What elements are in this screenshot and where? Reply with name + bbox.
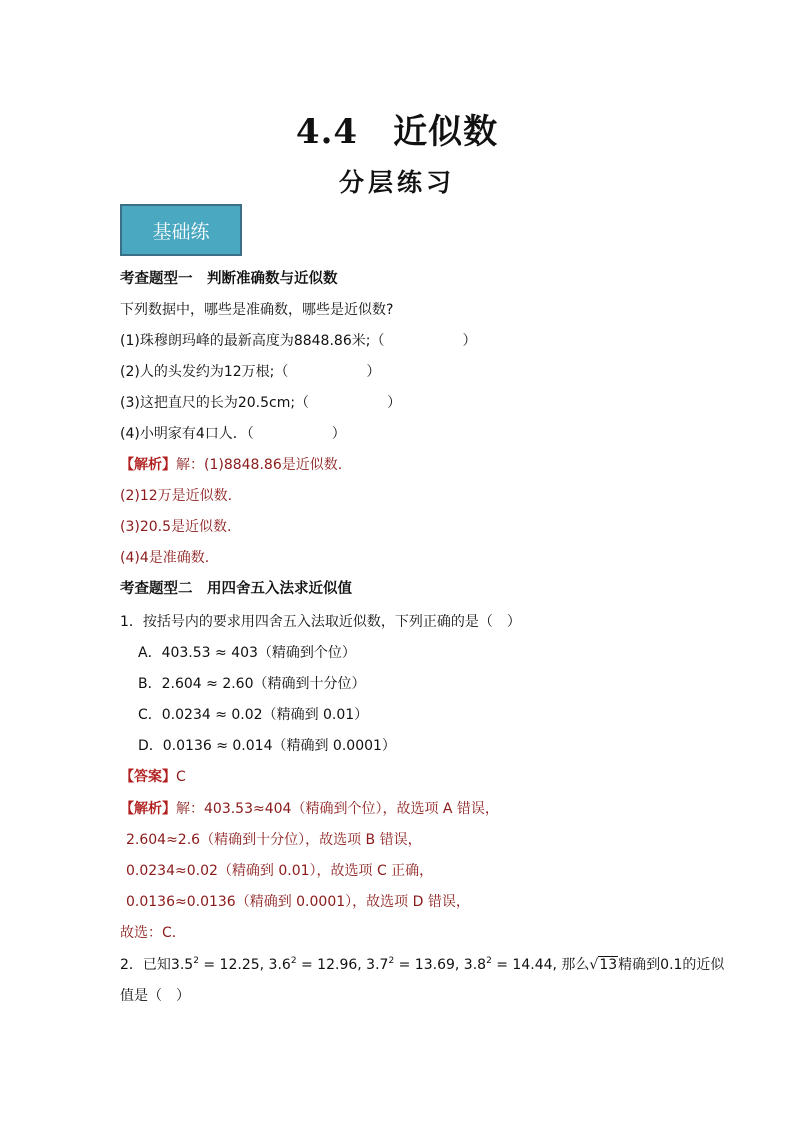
section1-heading: 考查题型一 判断准确数与近似数 — [120, 271, 338, 287]
q1-option-a: A．403.53 ≈ 403（精确到个位） — [138, 645, 356, 661]
item-close: ） — [462, 333, 477, 349]
q2-exp: 2 — [388, 956, 395, 966]
q2-suffix: 精确到0.1的近似 — [618, 957, 725, 973]
section1-item-4 — [120, 425, 346, 443]
analysis-tag: 【解析】 — [120, 457, 176, 473]
q2-mid: 那么 — [556, 957, 590, 973]
item-close: ） — [331, 426, 346, 442]
item-close: ） — [366, 364, 381, 380]
q1-option-b: B．2.604 ≈ 2.60（精确到十分位） — [138, 676, 366, 692]
q2-eq4-base: 3.8 — [463, 957, 487, 973]
page-title: 4.4 近似数 — [295, 112, 499, 152]
q2-eq2-base: 3.6 — [268, 957, 291, 973]
section1-item-2 — [120, 363, 380, 381]
analysis-text: 解：403.53≈404（精确到个位），故选项 A 错误， — [176, 801, 499, 817]
item-text: (2)人的头发约为12万根;（ — [120, 364, 289, 380]
q2-stem-line1 — [120, 956, 724, 974]
q1-stem: 1．按括号内的要求用四舍五入法取近似数，下列正确的是（ ） — [120, 614, 521, 630]
q2-eq3-base: 3.7 — [366, 957, 389, 973]
answer-value: C — [176, 769, 186, 785]
page-subtitle: 分层练习 — [338, 168, 455, 197]
item-text: (3)这把直尺的长为20.5cm;（ — [120, 395, 310, 411]
q2-prefix: 2．已知 — [120, 957, 171, 973]
section2-heading: 考查题型二 用四舍五入法求近似值 — [120, 581, 352, 597]
q1-answer — [120, 768, 186, 786]
section1-analysis-3: (3)20.5是近似数. — [120, 519, 232, 535]
answer-tag: 【答案】 — [120, 769, 176, 785]
q2-eq1-val: = 12.25, — [198, 957, 269, 973]
q2-eq3-val: = 13.69, — [394, 957, 464, 973]
sqrt-symbol: √13 — [589, 957, 618, 973]
level-badge: 基础练 — [120, 204, 242, 256]
q1-analysis-1 — [120, 800, 499, 818]
analysis-tag: 【解析】 — [120, 801, 176, 817]
q1-option-c: C．0.0234 ≈ 0.02（精确到 0.01） — [138, 707, 369, 723]
q2-exp: 2 — [486, 956, 492, 966]
q2-eq4-val: = 14.44, — [491, 957, 557, 973]
q1-option-d: D．0.0136 ≈ 0.014（精确到 0.0001） — [138, 738, 396, 754]
q2-exp: 2 — [193, 956, 199, 966]
section1-item-3 — [120, 394, 401, 412]
q1-analysis-4: 0.0136≈0.0136（精确到 0.0001），故选项 D 错误， — [126, 894, 470, 910]
q2-radicand: 13 — [599, 957, 618, 973]
q1-analysis-2: 2.604≈2.6（精确到十分位），故选项 B 错误， — [126, 832, 422, 848]
q2-stem-line2: 值是（ ） — [120, 988, 190, 1004]
q2-eq2-val: = 12.96, — [296, 957, 367, 973]
section1-analysis-4: (4)4是准确数. — [120, 550, 210, 566]
q1-conclusion: 故选：C． — [120, 925, 186, 941]
section1-prompt: 下列数据中，哪些是准确数，哪些是近似数? — [120, 302, 394, 318]
q2-eq1-base: 3.5 — [170, 957, 194, 973]
section1-analysis-2: (2)12万是近似数. — [120, 488, 233, 504]
section1-analysis-1 — [120, 456, 342, 474]
item-text: (1)珠穆朗玛峰的最新高度为8848.86米;（ — [120, 333, 385, 349]
section1-item-1 — [120, 332, 476, 350]
q2-exp: 2 — [290, 956, 297, 966]
analysis-text: 解：(1)8848.86是近似数. — [176, 457, 343, 473]
item-text: (4)小明家有4口人．（ — [120, 426, 254, 442]
item-close: ） — [387, 395, 402, 411]
q1-analysis-3: 0.0234≈0.02（精确到 0.01），故选项 C 正确， — [126, 863, 434, 879]
